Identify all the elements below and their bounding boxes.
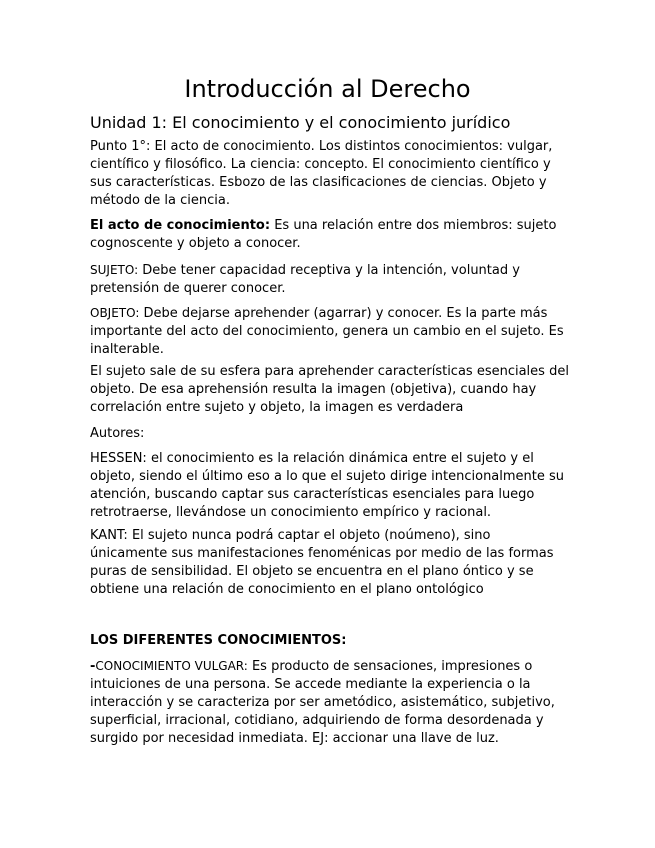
acto-term: El acto de conocimiento: (90, 218, 271, 233)
sujeto-text: Debe tener capacidad receptiva y la intención, voluntad y pretensión de querer conocer. (90, 263, 520, 296)
sujeto-sale-paragraph: El sujeto sale de su esfera para aprehender características esenciales del objeto. De esa aprehensión resulta la imagen (objetiva), cuando hay correlación entre sujeto y objeto, la imagen es verdadera (90, 364, 569, 415)
unit-subtitle: Unidad 1: El conocimiento y el conocimiento jurídico (90, 113, 511, 132)
acto-conocimiento-paragraph (90, 217, 570, 253)
autores-label: Autores: (90, 426, 145, 441)
vulgar-text: Es producto de sensaciones, impresiones o intuiciones de una persona. Se accede mediante la experiencia o la interacción y se caracteriza por ser ametódico, asistemático, subjetivo, superficial, irracional, cotidiano, adquiriendo de forma desordenada y surgido por necesidad inmediata. EJ: accionar una llave de luz. (90, 659, 555, 746)
acto-text: Es una relación entre dos miembros: sujeto cognoscente y objeto a conocer. (90, 218, 557, 251)
vulgar-dash: - (90, 659, 96, 674)
sujeto-term: SUJETO: (90, 263, 139, 277)
sujeto-paragraph (90, 261, 570, 298)
hessen-paragraph: HESSEN: el conocimiento es la relación dinámica entre el sujeto y el objeto, siendo el último eso a lo que el sujeto dirige intencionalmente su atención, buscando captar sus características esenciales para luego retrotraerse, llevándose un conocimiento empírico y racional. (90, 451, 565, 520)
diferentes-conocimientos-heading: LOS DIFERENTES CONOCIMIENTOS: (90, 633, 347, 648)
vulgar-paragraph (90, 657, 570, 748)
kant-paragraph: KANT: El sujeto nunca podrá captar el objeto (noúmeno), sino únicamente sus manifestaciones fenoménicas por medio de las formas puras de sensibilidad. El objeto se encuentra en el plano óntico y se obtiene una relación de conocimiento en el plano ontológico (90, 528, 554, 597)
objeto-paragraph (90, 304, 570, 359)
objeto-text: Debe dejarse aprehender (agarrar) y conocer. Es la parte más importante del acto del conocimiento, genera un cambio en el sujeto. Es inalterable. (90, 306, 564, 357)
objeto-term: OBJETO: (90, 306, 140, 320)
document-title: Introducción al Derecho (184, 75, 471, 103)
punto-1-paragraph: Punto 1°: El acto de conocimiento. Los distintos conocimientos: vulgar, científico y filosófico. La ciencia: concepto. El conocimiento científico y sus características. Esbozo de las clasificaciones de ciencias. Objeto y método de la ciencia. (90, 139, 553, 208)
vulgar-term: CONOCIMIENTO VULGAR: (95, 659, 248, 673)
